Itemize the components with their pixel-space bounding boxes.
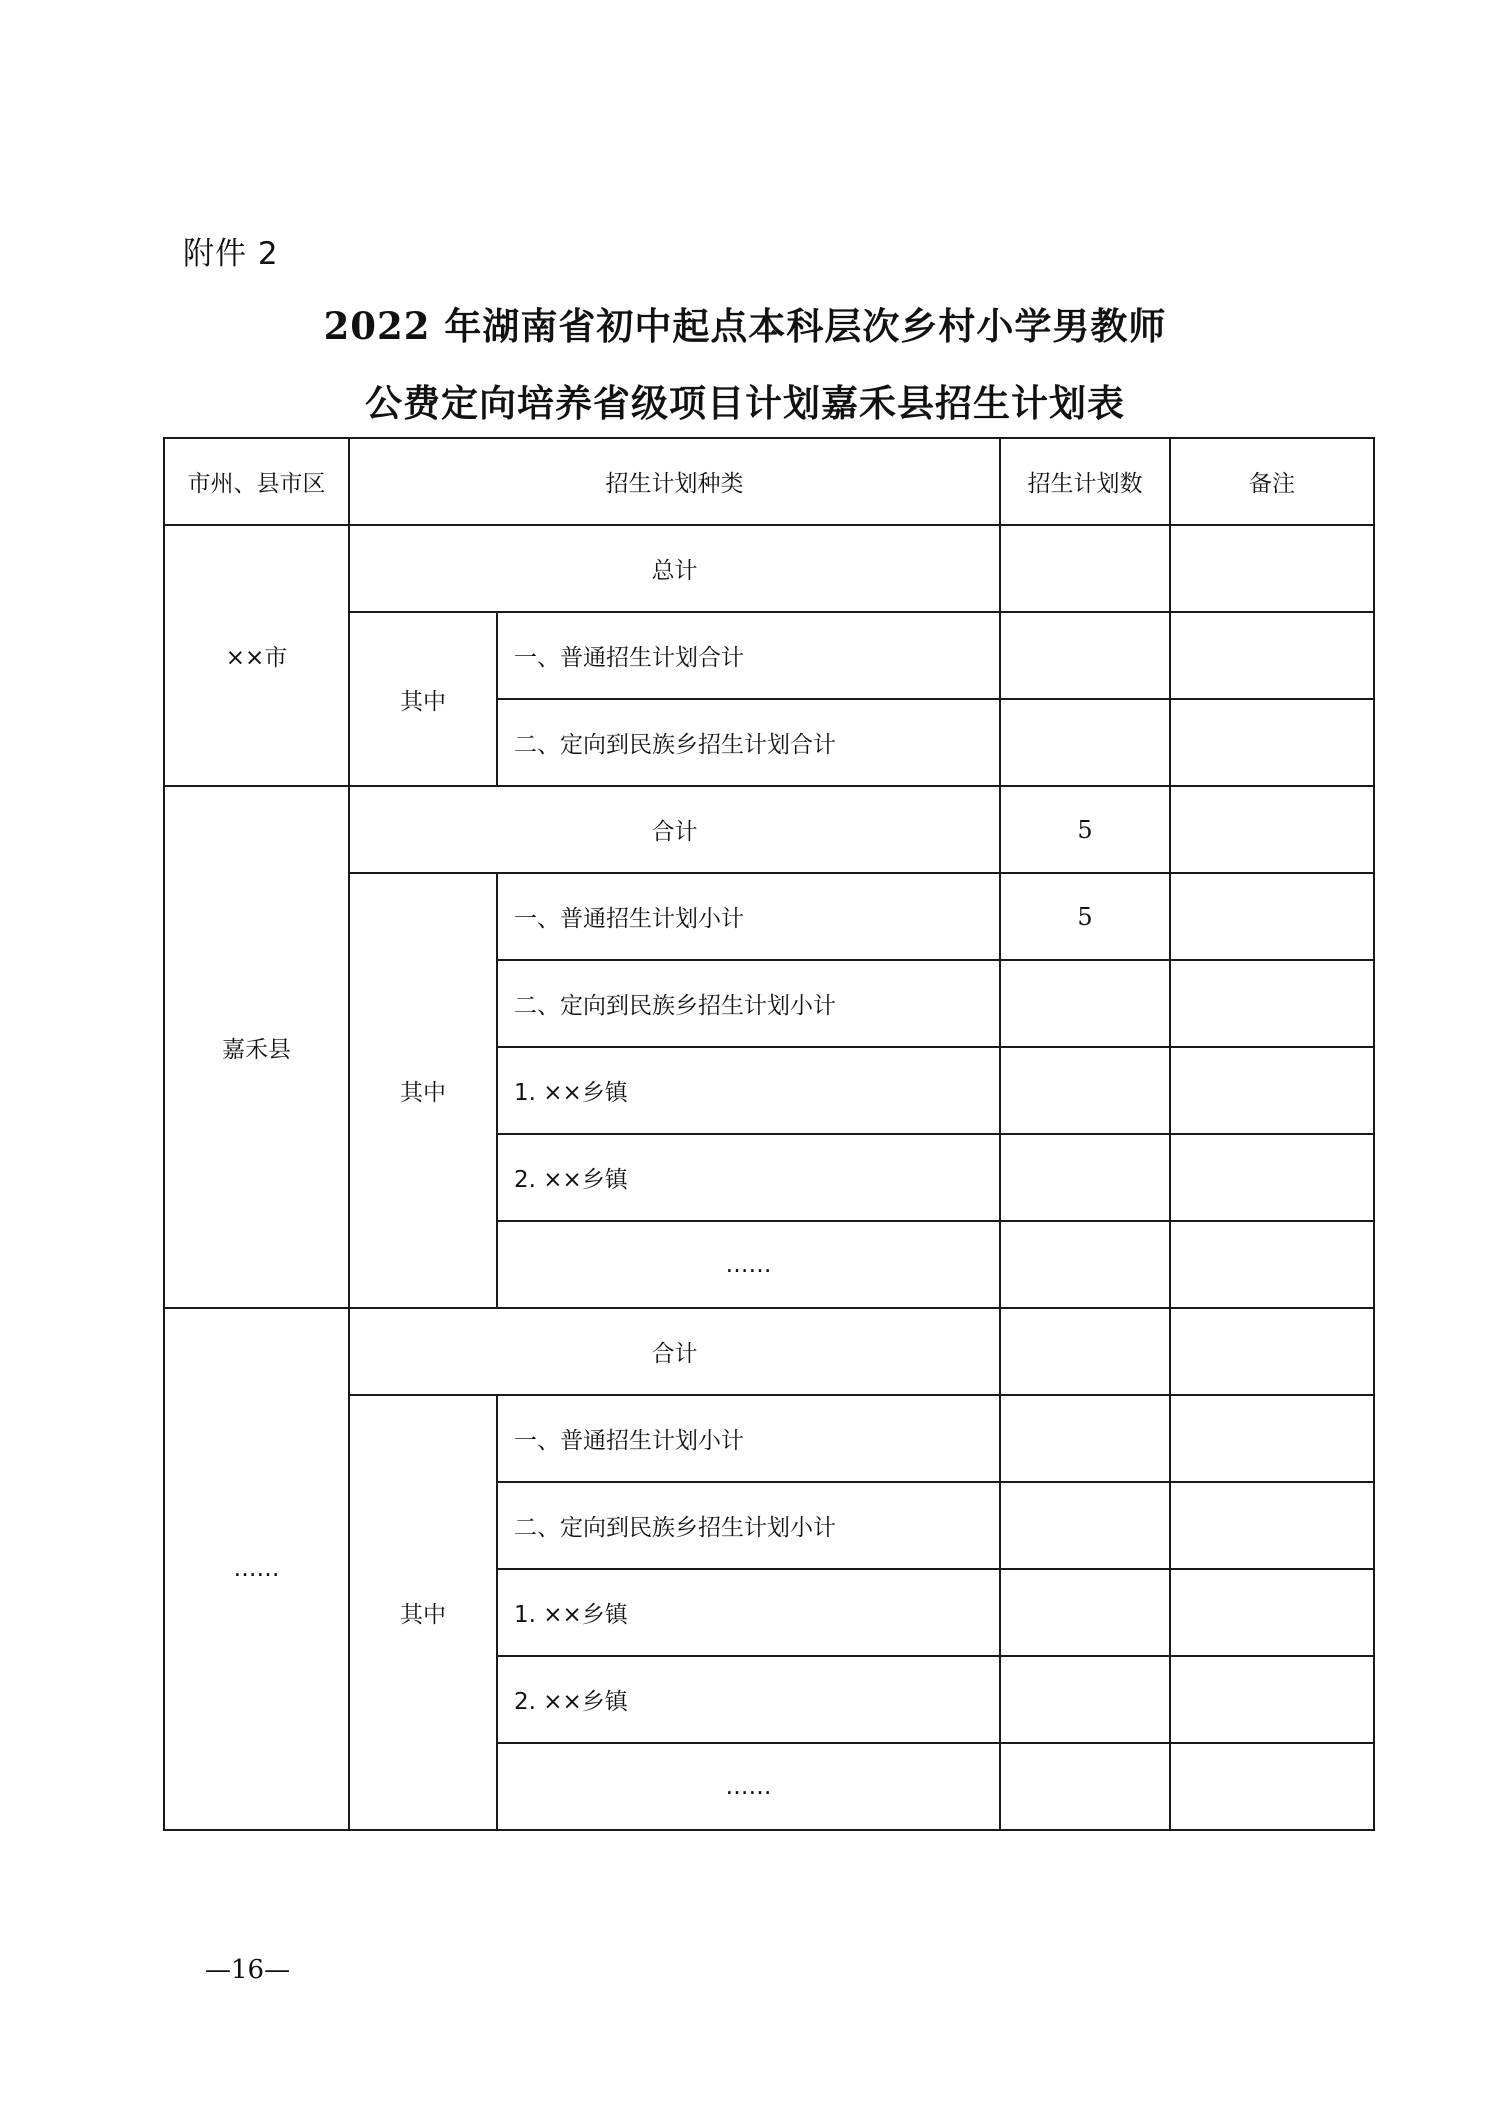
header-count: 招生计划数 xyxy=(1000,438,1170,525)
count-cell xyxy=(1000,1743,1170,1830)
count-cell xyxy=(1000,1482,1170,1569)
count-cell: 5 xyxy=(1000,873,1170,960)
remark-cell xyxy=(1170,1134,1374,1221)
header-remark: 备注 xyxy=(1170,438,1374,525)
count-cell xyxy=(1000,1395,1170,1482)
category-item: 2. ××乡镇 xyxy=(497,1134,1000,1221)
table-row xyxy=(164,1308,1374,1395)
category-item: 一、普通招生计划小计 xyxy=(497,873,1000,960)
category-subtotal: 合计 xyxy=(349,786,1000,873)
category-item: 1. ××乡镇 xyxy=(497,1047,1000,1134)
count-cell xyxy=(1000,1308,1170,1395)
document-title-line-2: 公费定向培养省级项目计划嘉禾县招生计划表 xyxy=(365,381,1125,425)
category-item: 一、普通招生计划合计 xyxy=(497,612,1000,699)
remark-cell xyxy=(1170,873,1374,960)
category-subtotal: 合计 xyxy=(349,1308,1000,1395)
count-cell xyxy=(1000,1221,1170,1308)
remark-cell xyxy=(1170,786,1374,873)
among-label: 其中 xyxy=(349,612,497,786)
remark-cell xyxy=(1170,1743,1374,1830)
region-cell-county: 嘉禾县 xyxy=(164,786,349,1308)
remark-cell xyxy=(1170,1047,1374,1134)
count-cell: 5 xyxy=(1000,786,1170,873)
count-cell xyxy=(1000,612,1170,699)
page-number: —16— xyxy=(205,1955,291,1985)
count-cell xyxy=(1000,525,1170,612)
remark-cell xyxy=(1170,1656,1374,1743)
remark-cell xyxy=(1170,1395,1374,1482)
header-region: 市州、县市区 xyxy=(164,438,349,525)
count-cell xyxy=(1000,960,1170,1047)
category-item: 一、普通招生计划小计 xyxy=(497,1395,1000,1482)
category-item: 二、定向到民族乡招生计划小计 xyxy=(497,960,1000,1047)
table-row xyxy=(164,786,1374,873)
remark-cell xyxy=(1170,1221,1374,1308)
category-item: 二、定向到民族乡招生计划合计 xyxy=(497,699,1000,786)
count-cell xyxy=(1000,1656,1170,1743)
remark-cell xyxy=(1170,1482,1374,1569)
among-label: 其中 xyxy=(349,1395,497,1830)
remark-cell xyxy=(1170,1308,1374,1395)
count-cell xyxy=(1000,699,1170,786)
category-item-ellipsis: …… xyxy=(497,1743,1000,1830)
remark-cell xyxy=(1170,1569,1374,1656)
document-title-line-1: 2022 年湖南省初中起点本科层次乡村小学男教师 xyxy=(323,304,1167,348)
among-label: 其中 xyxy=(349,873,497,1308)
region-cell-city: ××市 xyxy=(164,525,349,786)
table-header-row xyxy=(164,438,1374,525)
count-cell xyxy=(1000,1569,1170,1656)
category-total: 总计 xyxy=(349,525,1000,612)
count-cell xyxy=(1000,1047,1170,1134)
remark-cell xyxy=(1170,960,1374,1047)
remark-cell xyxy=(1170,699,1374,786)
header-category: 招生计划种类 xyxy=(349,438,1000,525)
category-item-ellipsis: …… xyxy=(497,1221,1000,1308)
remark-cell xyxy=(1170,612,1374,699)
region-cell-other: …… xyxy=(164,1308,349,1830)
remark-cell xyxy=(1170,525,1374,612)
attachment-label: 附件 2 xyxy=(183,236,279,272)
count-cell xyxy=(1000,1134,1170,1221)
enrollment-plan-table xyxy=(163,437,1375,1831)
table-row xyxy=(164,525,1374,612)
category-item: 1. ××乡镇 xyxy=(497,1569,1000,1656)
category-item: 2. ××乡镇 xyxy=(497,1656,1000,1743)
category-item: 二、定向到民族乡招生计划小计 xyxy=(497,1482,1000,1569)
